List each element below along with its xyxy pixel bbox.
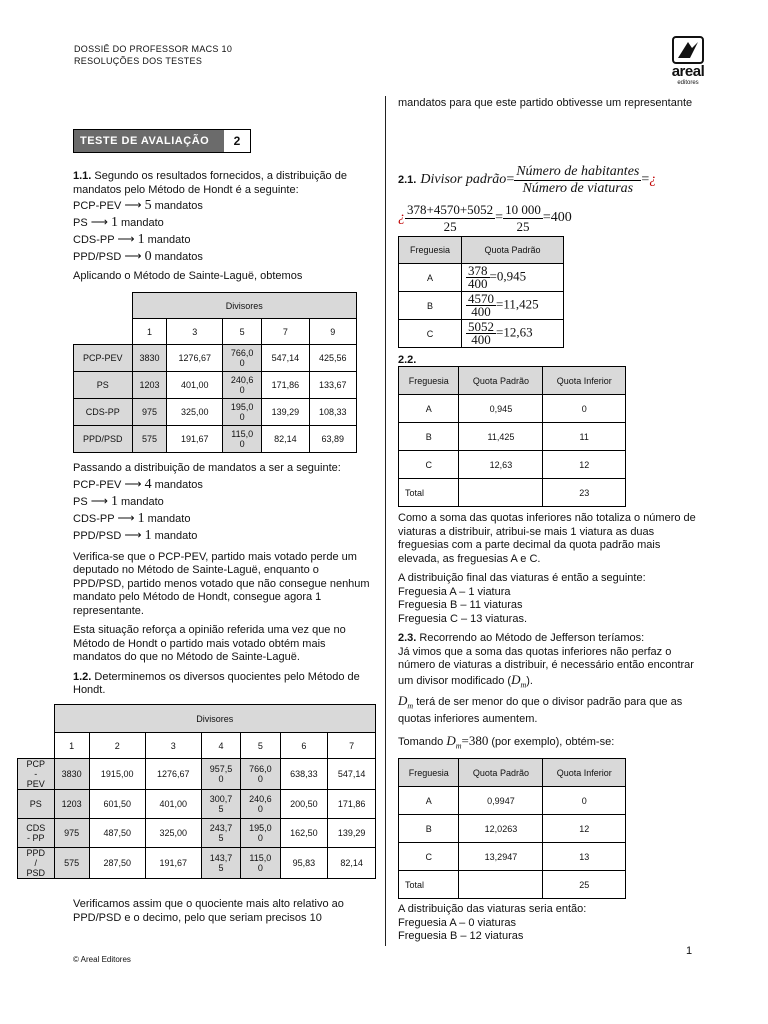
table-cell: B — [399, 423, 459, 451]
sainte-lague-intro: Aplicando o Método de Sainte-Laguë, obtemos — [73, 270, 303, 282]
table-cell: 11 — [543, 423, 626, 451]
quota-cell — [462, 320, 564, 348]
header-cell: Freguesia — [399, 759, 459, 787]
value-cell: 3830 — [54, 759, 89, 790]
value-cell: 766,0 0 — [241, 759, 280, 790]
fraction-numerator: 5052 — [468, 319, 494, 334]
party-cell: PS — [18, 790, 55, 819]
arrow-icon: ⟶ — [90, 493, 108, 508]
header-cell: Quota Inferior — [543, 759, 626, 787]
paragraph-1: Verifica-se que o PCP-PEV, partido mais votado perde um deputado no Método de Sainte-Laguë, enquanto o PPD/PSD, partido menos votado que não consegue nenhum mandato pelo Método de Hondt, consegue agora 1 representante. — [73, 550, 370, 617]
section-number: 2.3. — [398, 632, 417, 644]
section-2-3: 2.3. Recorrendo ao Método de Jefferson teríamos: — [398, 632, 645, 644]
table-cell: 11,425 — [459, 423, 543, 451]
table-row — [399, 423, 626, 451]
table-title-row — [74, 293, 357, 319]
fraction — [466, 265, 490, 290]
mandate-count: 1 — [144, 527, 152, 543]
value-cell: 401,00 — [145, 790, 201, 819]
table-cell: A — [399, 395, 459, 423]
fraction-numerator: 4570 — [468, 291, 494, 306]
table-cell: 13 — [543, 843, 626, 871]
mandate-count: 1 — [110, 215, 118, 230]
party-cell: PS — [74, 372, 133, 399]
arrow-icon: ⟶ — [124, 198, 142, 212]
value-cell: 171,86 — [328, 790, 376, 819]
equation-placeholder: ¿ — [649, 172, 657, 187]
table-cell: 0 — [543, 395, 626, 423]
jefferson-distribution — [398, 903, 698, 944]
table-row — [399, 395, 626, 423]
hondt-quotients-table — [17, 704, 376, 879]
divisor-cell: 7 — [262, 319, 309, 345]
value-cell: 1915,00 — [89, 759, 145, 790]
table-row — [74, 372, 357, 399]
table-header-row — [399, 237, 564, 264]
mandate-count: 1 — [110, 493, 118, 509]
divisor-row — [18, 733, 376, 759]
equation-lhs: Divisor padrão — [420, 172, 507, 187]
header-cell: Quota Padrão — [462, 237, 564, 264]
paragraph-4: Como a soma das quotas inferiores não totaliza o número de viaturas a distribuir, atribui-se mais 1 viatura as duas freguesias com a parte decimal da quota padrão mais elevada, as freguesias A e C. — [398, 512, 696, 565]
section-number: 1.1. — [73, 170, 92, 182]
badge-label: TESTE DE AVALIAÇÃO — [74, 130, 224, 152]
quota-result: =12,63 — [496, 324, 533, 340]
freguesia-cell: B — [399, 292, 462, 320]
equation-divisor-padrao: 2.1. Divisor padrão = $\frac{\text{Número de habitantes}}{\text{Número de viaturas}}$ = ¿ — [398, 163, 657, 196]
value-cell: 325,00 — [167, 399, 223, 426]
value-cell: 143,7 5 — [201, 848, 240, 879]
jefferson-table — [398, 758, 626, 899]
table-cell: 0,9947 — [459, 787, 543, 815]
value-cell: 115,0 0 — [223, 426, 262, 453]
equation-value: ¿ $\frac{378+4570+5052}{25}$ = $\frac{10 000}{25}$ =400 — [398, 201, 572, 234]
table-cell: C — [399, 451, 459, 479]
freguesia-cell: C — [399, 320, 462, 348]
table-row — [399, 264, 564, 292]
table-cell: 0,945 — [459, 395, 543, 423]
table-row — [399, 787, 626, 815]
value-cell: 575 — [132, 426, 167, 453]
table-cell: Total — [399, 479, 459, 507]
allocation-row — [73, 476, 373, 493]
value-cell: 601,50 — [89, 790, 145, 819]
table-cell: 12 — [543, 815, 626, 843]
passando-text: Passando a distribuição de mandatos a ser a seguinte: — [73, 462, 341, 474]
value-cell: 63,89 — [309, 426, 356, 453]
logo-mark-icon — [672, 36, 704, 64]
mandate-label: mandatos — [154, 200, 203, 212]
test-badge — [73, 129, 251, 153]
final-distribution — [398, 572, 698, 626]
table-cell: A — [399, 787, 459, 815]
value-cell: 95,83 — [280, 848, 328, 879]
quota-cell — [462, 292, 564, 320]
section-number: 2.2. — [398, 354, 417, 366]
table-header-row — [399, 367, 626, 395]
table-row — [18, 759, 376, 790]
arrow-icon: ⟶ — [124, 527, 142, 542]
fraction — [466, 293, 496, 318]
table-corner — [18, 705, 55, 759]
table-corner — [74, 293, 133, 345]
value-cell: 766,0 0 — [223, 345, 262, 372]
copyright: © Areal Editores — [73, 955, 131, 964]
right-column-top — [398, 97, 698, 111]
value-cell: 240,6 0 — [241, 790, 280, 819]
value-cell: 975 — [54, 819, 89, 848]
party-name: PCP-PEV — [73, 200, 125, 212]
value-cell: 240,6 0 — [223, 372, 262, 399]
mandate-label: mandato — [154, 529, 198, 542]
mandate-label: mandatos — [154, 251, 203, 263]
value-cell: 191,67 — [167, 426, 223, 453]
header-cell: Quota Padrão — [459, 367, 543, 395]
value-cell: 1276,67 — [167, 345, 223, 372]
table-cell: 13,2947 — [459, 843, 543, 871]
header-subtitle: RESOLUÇÕES DOS TESTES — [74, 56, 203, 66]
value-cell: 162,50 — [280, 819, 328, 848]
value-cell: 191,67 — [145, 848, 201, 879]
value-cell: 82,14 — [328, 848, 376, 879]
areal-logo — [660, 36, 716, 88]
paragraph-3: Verificamos assim que o quociente mais alto relativo ao PPD/PSD e o decimo, pelo que seriam precisos 10 — [73, 898, 344, 924]
value-cell: 115,0 0 — [241, 848, 280, 879]
table-cell: 0 — [543, 787, 626, 815]
text-line: Freguesia C – 13 viaturas. — [398, 612, 528, 625]
value-cell: 547,14 — [328, 759, 376, 790]
value-cell: 82,14 — [262, 426, 309, 453]
quota-inferior-table — [398, 366, 626, 507]
mandate-count: 5 — [144, 198, 152, 213]
table-row — [18, 848, 376, 879]
column-divider — [385, 96, 386, 946]
quota-padrao-table — [398, 236, 564, 348]
divisor-cell: 3 — [167, 319, 223, 345]
fraction-denominator: 400 — [471, 332, 491, 347]
value-cell: 575 — [54, 848, 89, 879]
header-title: DOSSIÊ DO PROFESSOR MACS 10 — [74, 44, 233, 54]
mandate-label: mandato — [147, 234, 191, 246]
value-cell: 133,67 — [309, 372, 356, 399]
mandate-count: 4 — [144, 476, 152, 492]
allocation-row — [73, 493, 373, 510]
divisor-cell: 2 — [89, 733, 145, 759]
allocation-row — [73, 527, 373, 544]
table-header-row — [399, 759, 626, 787]
table-row — [399, 815, 626, 843]
arrow-icon: ⟶ — [117, 510, 135, 525]
text-line: A distribuição das viaturas seria então: — [398, 903, 587, 915]
divisor-cell: 5 — [241, 733, 280, 759]
mandate-label: mandato — [147, 512, 191, 525]
party-name: CDS-PP — [73, 234, 118, 246]
party-cell: PCP - PEV — [18, 759, 55, 790]
value-cell: 325,00 — [145, 819, 201, 848]
value-cell: 638,33 — [280, 759, 328, 790]
arrow-icon: ⟶ — [124, 476, 142, 491]
arrow-icon: ⟶ — [90, 215, 108, 229]
value-cell: 1276,67 — [145, 759, 201, 790]
table-cell — [459, 871, 543, 899]
fraction-numerator: 378 — [468, 263, 488, 278]
left-column-middle — [73, 462, 373, 698]
value-cell: 487,50 — [89, 819, 145, 848]
party-name: PS — [73, 495, 91, 508]
left-column — [73, 170, 373, 284]
right-column-middle — [398, 512, 698, 753]
divisor-cell: 1 — [132, 319, 167, 345]
quota-cell — [462, 264, 564, 292]
party-name: CDS-PP — [73, 512, 118, 525]
paragraph-7: $D_m$ terá de ser menor do que o divisor padrão para que as quotas inferiores aumentem. — [398, 692, 683, 725]
section-number: 1.2. — [73, 670, 92, 683]
party-name: PCP-PEV — [73, 478, 125, 491]
divisor-cell: 6 — [280, 733, 328, 759]
value-cell: 957,5 0 — [201, 759, 240, 790]
table-row — [18, 790, 376, 819]
table-cell: 23 — [543, 479, 626, 507]
text-line: Freguesia B – 11 viaturas — [398, 599, 523, 611]
value-cell: 547,14 — [262, 345, 309, 372]
divisor-cell: 9 — [309, 319, 356, 345]
table-cell: 12,0263 — [459, 815, 543, 843]
text-line: A distribuição final das viaturas é então a seguinte: — [398, 572, 646, 584]
value-cell: 1203 — [132, 372, 167, 399]
quota-result: =11,425 — [496, 296, 539, 312]
table-cell: 12 — [543, 451, 626, 479]
equation-fraction: $\frac{\text{Número de habitantes}}{\text{Número de viaturas}}$ — [516, 163, 640, 196]
divisor-cell: 5 — [223, 319, 262, 345]
section-2-2 — [398, 354, 416, 366]
table-row — [399, 843, 626, 871]
paragraph-2: Esta situação reforça a opinião referida uma vez que no Método de Hondt o partido mais votado obtém mais mandatos do que no Método de Sainte-Laguë. — [73, 624, 346, 663]
table-row — [399, 292, 564, 320]
value-cell: 195,0 0 — [241, 819, 280, 848]
hondt-allocation-list — [73, 197, 373, 265]
party-name: PPD/PSD — [73, 529, 125, 542]
header-cell: Quota Inferior — [543, 367, 626, 395]
party-name: PPD/PSD — [73, 251, 125, 263]
header-cell: Freguesia — [399, 367, 459, 395]
value-cell: 425,56 — [309, 345, 356, 372]
fraction-denominator: 400 — [468, 276, 488, 291]
value-cell: 300,7 5 — [201, 790, 240, 819]
party-cell: CDS - PP — [18, 819, 55, 848]
paragraph-6: Já vimos que a soma das quotas inferiores não perfaz o número de viaturas a distribuir, é necessário então encontrar um divisor modificado $(D_m)$. — [398, 645, 694, 690]
section-1-2: 1.2. Determinemos os diversos quocientes pelo Método de Hondt. — [73, 670, 360, 696]
value-cell: 243,7 5 — [201, 819, 240, 848]
badge-number: 2 — [233, 134, 241, 148]
page-number: 1 — [686, 945, 693, 957]
tomando-text: Tomando $D_m=380$ (por exemplo), obtém-se: — [398, 733, 615, 751]
mandate-label: mandatos — [154, 478, 203, 491]
allocation-row — [73, 197, 373, 214]
table-row — [18, 819, 376, 848]
party-cell: PCP-PEV — [74, 345, 133, 372]
party-cell: PPD/PSD — [74, 426, 133, 453]
table-cell: 25 — [543, 871, 626, 899]
value-cell: 108,33 — [309, 399, 356, 426]
header-cell: Freguesia — [399, 237, 462, 264]
text-line: Freguesia B – 12 viaturas — [398, 930, 524, 942]
table-row — [399, 320, 564, 348]
text-line: Freguesia A – 1 viatura — [398, 585, 511, 598]
value-cell: 975 — [132, 399, 167, 426]
allocation-row — [73, 214, 373, 231]
section-1-1: 1.1. Segundo os resultados fornecidos, a distribuição de mandatos pelo Método de Hondt é a seguinte: — [73, 170, 347, 196]
table-cell — [459, 479, 543, 507]
table-cell: C — [399, 843, 459, 871]
mandate-count: 0 — [144, 249, 152, 264]
table-cell: B — [399, 815, 459, 843]
divisor-cell: 4 — [201, 733, 240, 759]
mandate-count: 1 — [137, 232, 145, 247]
text-line: Freguesia A – 0 viaturas — [398, 916, 517, 929]
left-column-end — [73, 898, 373, 925]
value-cell: 171,86 — [262, 372, 309, 399]
section-number: 2.1. — [398, 174, 417, 186]
table-row — [399, 451, 626, 479]
table-title: Divisores — [132, 293, 357, 319]
divisor-cell: 3 — [145, 733, 201, 759]
party-cell: PPD / PSD — [18, 848, 55, 879]
table-row — [399, 871, 626, 899]
table-row — [399, 479, 626, 507]
mandate-label: mandato — [120, 217, 164, 229]
allocation-row — [73, 231, 373, 248]
logo-subtext: editores — [677, 80, 699, 86]
fraction — [466, 321, 496, 346]
value-cell: 287,50 — [89, 848, 145, 879]
table-title: Divisores — [54, 705, 376, 733]
table-cell: Total — [399, 871, 459, 899]
divisor-cell: 7 — [328, 733, 376, 759]
header-cell: Quota Padrão — [459, 759, 543, 787]
allocation-row — [73, 248, 373, 265]
value-cell: 139,29 — [328, 819, 376, 848]
party-name: PS — [73, 217, 91, 229]
freguesia-cell: A — [399, 264, 462, 292]
value-cell: 195,0 0 — [223, 399, 262, 426]
quota-result: =0,945 — [489, 268, 527, 284]
value-cell: 139,29 — [262, 399, 309, 426]
value-cell: 3830 — [132, 345, 167, 372]
table-row — [74, 399, 357, 426]
sainte-allocation-list — [73, 476, 373, 544]
logo-text: areal — [671, 63, 705, 80]
mandate-count: 1 — [137, 510, 145, 526]
arrow-icon: ⟶ — [124, 249, 142, 263]
table-cell: 12,63 — [459, 451, 543, 479]
mandate-label: mandato — [120, 495, 164, 508]
divisor-cell: 1 — [54, 733, 89, 759]
document-header — [74, 43, 232, 67]
party-cell: CDS-PP — [74, 399, 133, 426]
continuation-text: mandatos para que este partido obtivesse um representante — [398, 97, 693, 109]
value-cell: 1203 — [54, 790, 89, 819]
sainte-lague-table — [73, 292, 357, 453]
table-row — [74, 426, 357, 453]
allocation-row — [73, 510, 373, 527]
value-cell: 200,50 — [280, 790, 328, 819]
fraction-denominator: 400 — [471, 304, 491, 319]
table-title-row — [18, 705, 376, 733]
table-row — [74, 345, 357, 372]
value-cell: 401,00 — [167, 372, 223, 399]
arrow-icon: ⟶ — [117, 232, 135, 246]
